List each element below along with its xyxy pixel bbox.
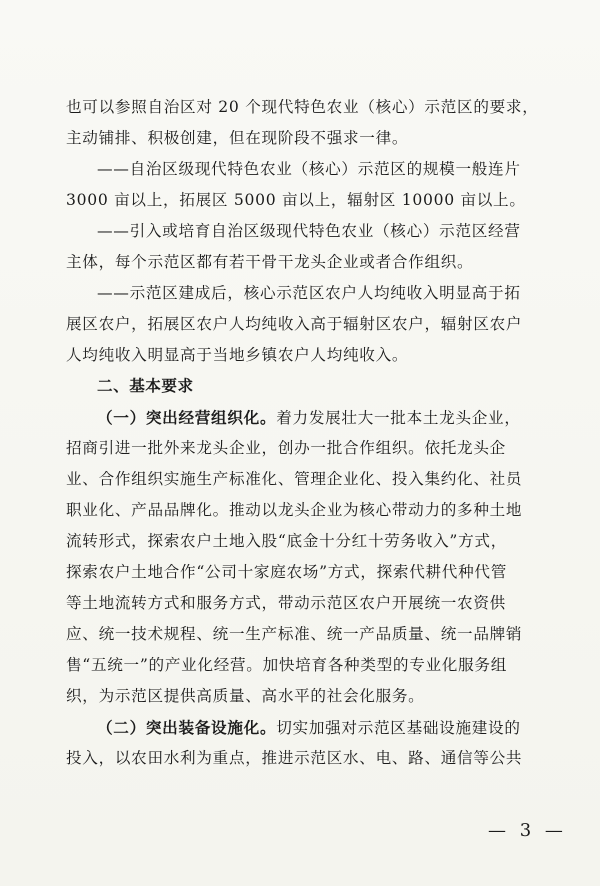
text-line <box>66 712 550 743</box>
text-fragment: 切实加强对示范区基础设施建设的 <box>276 719 521 737</box>
subsection-title: （二）突出装备设施化。 <box>97 718 277 737</box>
text-line: 流转形式，探索农户土地入股“底金十分红十劳务收入”方式， <box>66 532 507 550</box>
text-line: 主动铺排、积极创建，但在现阶段不强求一律。 <box>66 129 409 147</box>
text-line <box>66 402 550 433</box>
subsection-title: （一）突出经营组织化。 <box>97 408 277 427</box>
text-line: 售“五统一”的产业化经营。加快培育各种类型的专业化服务组 <box>66 656 507 674</box>
text-line: 探索农户土地合作“公司十家庭农场”方式，探索代耕代种代管 <box>66 563 507 581</box>
text-line: 人均纯收入明显高于当地乡镇农户人均纯收入。 <box>66 346 409 364</box>
text-line: 招商引进一批外来龙头企业，创办一批合作组织。依托龙头企 <box>66 439 506 457</box>
text-line: 织，为示范区提供高质量、高水平的社会化服务。 <box>66 687 425 705</box>
text-line: 3000 亩以上，拓展区 5000 亩以上，辐射区 10000 亩以上。 <box>66 191 526 209</box>
text-line: 等土地流转方式和服务方式，带动示范区农户开展统一农资供 <box>66 594 506 612</box>
text-line: ——引入或培育自治区级现代特色农业（核心）示范区经营 <box>97 222 521 240</box>
text-fragment: 着力发展壮大一批本土龙头企业， <box>276 409 521 427</box>
text-line: 应、统一技术规程、统一生产标准、统一产品质量、统一品牌销 <box>66 625 523 643</box>
text-line: ——示范区建成后，核心示范区农户人均纯收入明显高于拓 <box>97 284 521 302</box>
text-line: 展区农户，拓展区农户人均纯收入高于辐射区农户，辐射区农户 <box>66 315 523 333</box>
text-line: 也可以参照自治区对 20 个现代特色农业（核心）示范区的要求， <box>66 98 539 116</box>
body-text <box>66 92 550 774</box>
text-line: ——自治区级现代特色农业（核心）示范区的规模一般连片 <box>97 160 521 178</box>
section-heading: 二、基本要求 <box>97 377 194 395</box>
text-line: 职业化、产品品牌化。推动以龙头企业为核心带动力的多种土地 <box>66 501 523 519</box>
page-number: — 3 — <box>488 820 567 841</box>
text-line: 主体，每个示范区都有若干骨干龙头企业或者合作组织。 <box>66 253 474 271</box>
text-line: 投入，以农田水利为重点，推进示范区水、电、路、通信等公共 <box>66 749 523 767</box>
text-line: 业、合作组织实施生产标准化、管理企业化、投入集约化、社员 <box>66 470 523 488</box>
